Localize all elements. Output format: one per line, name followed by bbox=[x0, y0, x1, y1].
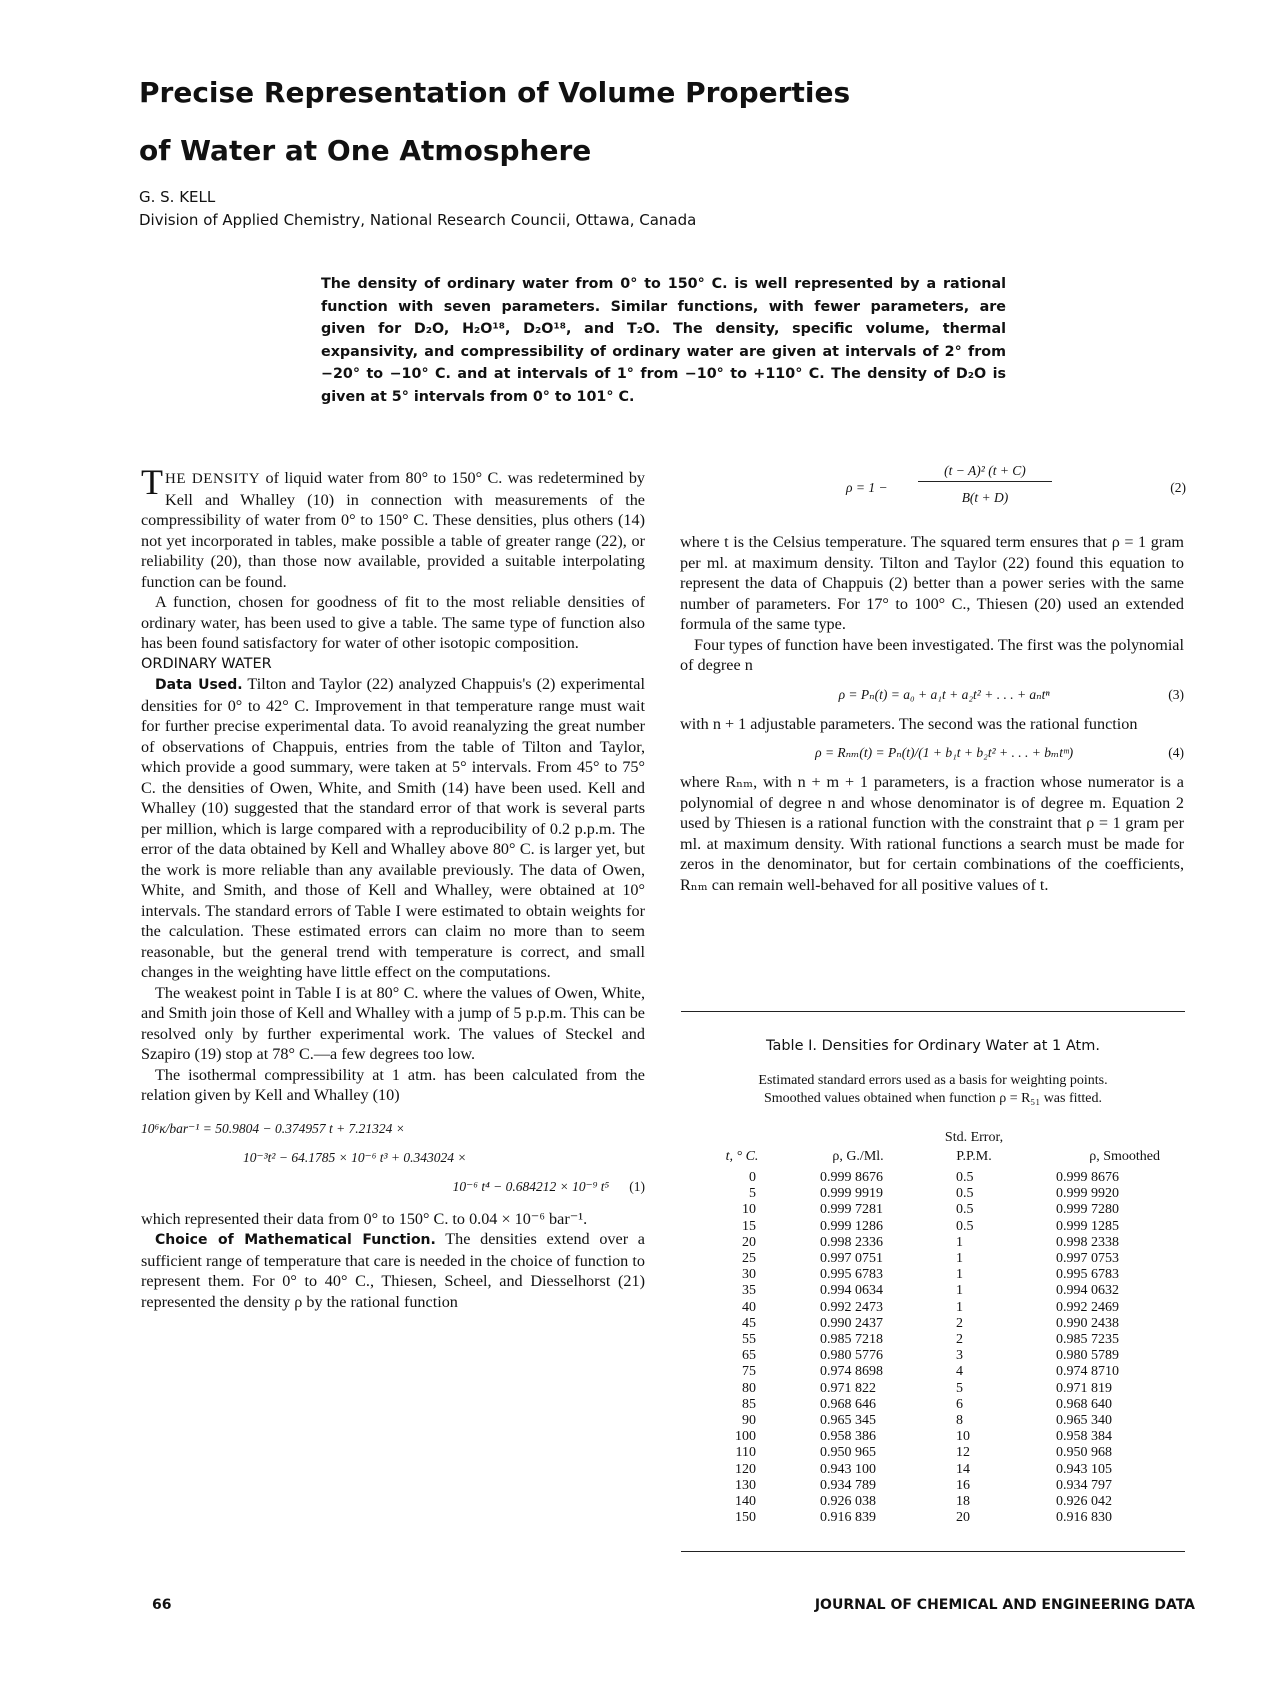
title-line-2: of Water at One Atmosphere bbox=[139, 134, 592, 167]
table-cell: 12 bbox=[956, 1445, 970, 1461]
table-cell: 80 bbox=[742, 1380, 756, 1396]
table-row bbox=[706, 1332, 1160, 1348]
lead-words: HE DENSITY bbox=[165, 471, 261, 487]
table-row bbox=[706, 1235, 1160, 1251]
table-cell: 5 bbox=[956, 1380, 963, 1396]
table-cell: 18 bbox=[956, 1494, 970, 1510]
table-cell: 110 bbox=[735, 1445, 756, 1461]
table-cell: 0.998 2336 bbox=[820, 1234, 883, 1250]
table-cell: 0.965 340 bbox=[1056, 1413, 1112, 1429]
intro-text: of liquid water from 80° to 150° C. was redetermined by Kell and Whalley (10) in connection with measurements of the compressibility of water from 0° to 150° C. These densities, plus others (14) not yet incorporated in tables, make possible a table of greater range (22), or reliability (20), than those now available, provided a suitable interpolating function can be found. bbox=[141, 469, 646, 591]
table-cell: 14 bbox=[956, 1461, 970, 1477]
table-cell: 0.997 0753 bbox=[1056, 1251, 1119, 1267]
table-cell: 0.971 819 bbox=[1056, 1380, 1112, 1396]
equation-3-body: ρ = Pₙ(t) = a₀ + a₁t + a₂t² + . . . + aₙtⁿ bbox=[838, 686, 1050, 702]
table-cell: 15 bbox=[742, 1218, 756, 1234]
table-cell: 6 bbox=[956, 1396, 963, 1412]
table-cell: 85 bbox=[742, 1396, 756, 1412]
table-cell: 120 bbox=[735, 1461, 756, 1477]
table-cell: 4 bbox=[956, 1364, 963, 1380]
table-cell: 0.992 2473 bbox=[820, 1299, 883, 1315]
table-row bbox=[706, 1429, 1160, 1445]
equation-3-number: (3) bbox=[1168, 686, 1184, 702]
equation-1-line-1: 10⁶κ/bar⁻¹ = 50.9804 − 0.374957 t + 7.21324 × bbox=[141, 1120, 405, 1136]
table-cell: 0.994 0634 bbox=[820, 1283, 883, 1299]
table-cell: 16 bbox=[956, 1477, 970, 1493]
table-cell: 0.992 2469 bbox=[1056, 1299, 1119, 1315]
table-cell: 20 bbox=[956, 1510, 970, 1526]
equation-4-body: ρ = Rₙₘ(t) = Pₙ(t)/(1 + b₁t + b₂t² + . . . + bₘtᵐ) bbox=[815, 745, 1074, 760]
table-row bbox=[706, 1219, 1160, 1235]
table-row bbox=[706, 1283, 1160, 1299]
table-cell: 0.985 7235 bbox=[1056, 1332, 1119, 1348]
table-cell: 0.994 0632 bbox=[1056, 1283, 1119, 1299]
equation-3 bbox=[680, 682, 1184, 708]
table-cell: 20 bbox=[742, 1234, 756, 1250]
paragraph: Four types of function have been investigated. The first was the polynomial of degree n bbox=[680, 635, 1184, 674]
article-title bbox=[139, 64, 1039, 180]
intro-paragraph bbox=[141, 462, 646, 592]
table-cell: 0.999 9920 bbox=[1056, 1186, 1119, 1202]
table-cell: 0.980 5776 bbox=[820, 1348, 883, 1364]
author: G. S. KELL bbox=[139, 188, 216, 206]
table-cell: 0.926 042 bbox=[1056, 1494, 1112, 1510]
table-cell: 2 bbox=[956, 1332, 963, 1348]
equation-4 bbox=[680, 740, 1184, 766]
table-body bbox=[706, 1170, 1160, 1526]
table-cell: 0.995 6783 bbox=[820, 1267, 883, 1283]
table-cell: 0.5 bbox=[956, 1186, 974, 1202]
table-cell: 25 bbox=[742, 1251, 756, 1267]
table-row bbox=[706, 1300, 1160, 1316]
paragraph: with n + 1 adjustable parameters. The second was the rational function bbox=[680, 714, 1138, 733]
table-row bbox=[706, 1510, 1160, 1526]
equation-1 bbox=[141, 1114, 645, 1201]
table-note-2: Smoothed values obtained when function ρ = R₅₁ was fitted. bbox=[763, 1091, 1103, 1106]
table-cell: 0.997 0751 bbox=[820, 1251, 883, 1267]
table-row bbox=[706, 1364, 1160, 1380]
table-cell: 1 bbox=[956, 1299, 963, 1315]
equation-2-lhs: ρ = 1 − bbox=[846, 480, 888, 495]
table-row bbox=[706, 1397, 1160, 1413]
equation-2-denominator: B(t + D) bbox=[961, 490, 1009, 505]
left-column bbox=[141, 462, 646, 1312]
table-cell: 140 bbox=[735, 1494, 756, 1510]
table-cell: 0.965 345 bbox=[820, 1413, 876, 1429]
paragraph: which represented their data from 0° to 150° C. to 0.04 × 10⁻⁶ bar⁻¹. bbox=[141, 1209, 588, 1228]
table-row bbox=[706, 1316, 1160, 1332]
table-cell: 55 bbox=[742, 1332, 756, 1348]
table-cell: 1 bbox=[956, 1267, 963, 1283]
density-table bbox=[706, 1128, 1160, 1526]
table-cell: 0.974 8710 bbox=[1056, 1364, 1119, 1380]
title-line-1: Precise Representation of Volume Properties bbox=[139, 76, 851, 109]
equation-1-line-3: 10⁻⁶ t⁴ − 0.684212 × 10⁻⁹ t⁵ bbox=[452, 1178, 610, 1194]
table-cell: 0.999 1286 bbox=[820, 1218, 883, 1234]
equation-4-number: (4) bbox=[1168, 745, 1184, 760]
paragraph: The isothermal compressibility at 1 atm. has been calculated from the relation given by Kell and Whalley (10) bbox=[141, 1065, 645, 1104]
run-in-heading: Data Used. bbox=[155, 677, 243, 693]
table-cell: 0.958 384 bbox=[1056, 1429, 1112, 1445]
table-cell: 2 bbox=[956, 1315, 963, 1331]
table-cell: 0.5 bbox=[956, 1218, 974, 1234]
table-cell: 0.980 5789 bbox=[1056, 1348, 1119, 1364]
abstract: The density of ordinary water from 0° to 150° C. is well represented by a rational function with seven parameters. Similar functions, with fewer parameters, are given for D₂O, H₂O¹⁸, D₂O¹⁸, and T₂O. The density, specific volume, thermal expansivity, and compressibility of ordinary water are given at intervals of 2° from −20° to −10° C. and at intervals of 1° from −10° to +110° C. The density of D₂O is given at 5° intervals from 0° to 101° C. bbox=[321, 276, 1006, 405]
table-cell: 0.968 640 bbox=[1056, 1396, 1112, 1412]
table-cell: 30 bbox=[742, 1267, 756, 1283]
table-cell: 0.950 965 bbox=[820, 1445, 876, 1461]
table-cell: 0.943 100 bbox=[820, 1461, 876, 1477]
table-cell: 0.990 2437 bbox=[820, 1315, 883, 1331]
section-heading: ORDINARY WATER bbox=[141, 655, 272, 672]
table-cell: 1 bbox=[956, 1251, 963, 1267]
affiliation: Division of Applied Chemistry, National Research Councii, Ottawa, Canada bbox=[139, 211, 697, 229]
table-cell: 0.999 7281 bbox=[820, 1202, 883, 1218]
right-column bbox=[680, 532, 1184, 895]
table-row bbox=[706, 1462, 1160, 1478]
equation-2-number: (2) bbox=[1170, 480, 1186, 495]
drop-cap: T bbox=[141, 462, 163, 502]
table-cell: 45 bbox=[742, 1315, 756, 1331]
table-cell: 0.998 2338 bbox=[1056, 1234, 1119, 1250]
table-row bbox=[706, 1478, 1160, 1494]
table-row bbox=[706, 1186, 1160, 1202]
column-header: ρ, G./Ml. bbox=[832, 1149, 884, 1164]
table-cell: 130 bbox=[735, 1477, 756, 1493]
table-cell: 0.999 9919 bbox=[820, 1186, 883, 1202]
table-cell: 40 bbox=[742, 1299, 756, 1315]
table-cell: 75 bbox=[742, 1364, 756, 1380]
table-row bbox=[706, 1494, 1160, 1510]
table-bottom-rule bbox=[681, 1551, 1185, 1552]
data-used-paragraph bbox=[141, 674, 645, 983]
table-cell: 0.934 797 bbox=[1056, 1477, 1112, 1493]
column-header: t, ° C. bbox=[725, 1149, 759, 1164]
table-cell: 1 bbox=[956, 1283, 963, 1299]
equation-1-line-2: 10⁻³t² − 64.1785 × 10⁻⁶ t³ + 0.343024 × bbox=[243, 1149, 467, 1165]
table-cell: 3 bbox=[956, 1348, 963, 1364]
table-cell: 0.943 105 bbox=[1056, 1461, 1112, 1477]
table-row bbox=[706, 1381, 1160, 1397]
table-title: Table I. Densities for Ordinary Water at 1 Atm. bbox=[766, 1038, 1100, 1054]
table-row bbox=[706, 1348, 1160, 1364]
table-cell: 0.985 7218 bbox=[820, 1332, 883, 1348]
run-in-heading: Choice of Mathematical Function. bbox=[155, 1232, 436, 1248]
table-row bbox=[706, 1267, 1160, 1283]
paragraph-text: The densities extend over a sufficient range of temperature that care is needed in the choice of function to represent them. For 0° to 40° C., Thiesen, Scheel, and Diesselhorst (21) represented the density ρ by the rational function bbox=[141, 1230, 645, 1311]
table-row bbox=[706, 1413, 1160, 1429]
paragraph-text: Tilton and Taylor (22) analyzed Chappuis's (2) experimental densities for 0° to 42° C. Improvement in that temperature range must wait for further precise experimental data. To avoid reanalyzing the great number of observations of Chappuis, entries from the table of Tilton and Taylor, which provide a good summary, were taken at 5° intervals. From 45° to 75° C. the densities of Owen, White, and Smith (14) have been used. Kell and Whalley (10) suggested that the standard error of that work is several parts per million, which is large compared with a reproducibility of 0.2 p.p.m. The error of the data obtained by Kell and Whalley above 80° C. is larger yet, but the work is more reliable than any available previously. The data of Owen, White, and Smith, and those of Kell and Whalley, were obtained at 10° intervals. The standard errors of Table I were estimated to obtain weights for the calculation. These estimated errors can claim no more than to seem reasonable, but the general trend with temperature is correct, and small changes in the weighting have little effect on the computations. bbox=[141, 675, 645, 981]
paragraph: A function, chosen for goodness of fit to the most reliable densities of ordinary water, has been used to give a table. The same type of function also has been found satisfactory for water of other isotopic composition. bbox=[141, 593, 645, 652]
table-cell: 0.990 2438 bbox=[1056, 1315, 1119, 1331]
table-cell: 0.999 8676 bbox=[820, 1170, 883, 1185]
table-cell: 0.916 830 bbox=[1056, 1510, 1112, 1526]
table-cell: 0.926 038 bbox=[820, 1494, 876, 1510]
table-cell: 0.971 822 bbox=[820, 1380, 876, 1396]
table-row bbox=[706, 1445, 1160, 1461]
table-cell: 65 bbox=[742, 1348, 756, 1364]
table-cell: 0.999 8676 bbox=[1056, 1170, 1119, 1185]
table-row bbox=[706, 1170, 1160, 1186]
table-header-row bbox=[706, 1128, 1160, 1170]
paragraph: The weakest point in Table I is at 80° C. where the values of Owen, White, and Smith join those of Kell and Whalley with a jump of 5 p.p.m. This can be resolved only by further experimental work. The values of Steckel and Szapiro (19) stop at 78° C.—a few degrees too low. bbox=[141, 983, 645, 1063]
table-cell: 0.950 968 bbox=[1056, 1445, 1112, 1461]
table-cell: 0.958 386 bbox=[820, 1429, 876, 1445]
table-note-1: Estimated standard errors used as a basis for weighting points. bbox=[758, 1073, 1108, 1088]
table-cell: 0.5 bbox=[956, 1170, 974, 1185]
table-top-rule bbox=[681, 1011, 1185, 1012]
journal-name: JOURNAL OF CHEMICAL AND ENGINEERING DATA bbox=[814, 1597, 1195, 1613]
table-cell: 0.995 6783 bbox=[1056, 1267, 1119, 1283]
table-cell: 0 bbox=[749, 1170, 756, 1185]
table-row bbox=[706, 1202, 1160, 1218]
equation-2-numerator: (t − A)² (t + C) bbox=[918, 463, 1052, 482]
table-cell: 0.5 bbox=[956, 1202, 974, 1218]
table-cell: 1 bbox=[956, 1234, 963, 1250]
column-header: ρ, Smoothed bbox=[1089, 1149, 1160, 1164]
table-cell: 8 bbox=[956, 1413, 963, 1429]
table-cell: 0.934 789 bbox=[820, 1477, 876, 1493]
paragraph: where t is the Celsius temperature. The squared term ensures that ρ = 1 gram per ml. at maximum density. Tilton and Taylor (22) found this equation to represent the data of Chappuis (2) better than a power series with the same number of parameters. For 17° to 100° C., Thiesen (20) used an extended formula of the same type. bbox=[680, 533, 1184, 633]
equation-1-number: (1) bbox=[629, 1178, 645, 1194]
table-cell: 5 bbox=[749, 1186, 756, 1202]
table-cell: 0.916 839 bbox=[820, 1510, 876, 1526]
table-cell: 0.968 646 bbox=[820, 1396, 876, 1412]
table-cell: 0.974 8698 bbox=[820, 1364, 883, 1380]
column-header: Std. Error, P.P.M. bbox=[944, 1130, 1004, 1164]
table-cell: 35 bbox=[742, 1283, 756, 1299]
page-number: 66 bbox=[152, 1597, 172, 1613]
table-cell: 150 bbox=[735, 1510, 756, 1526]
table-cell: 10 bbox=[742, 1202, 756, 1218]
table-cell: 90 bbox=[742, 1413, 756, 1429]
equation-2 bbox=[846, 463, 1186, 515]
table-cell: 100 bbox=[735, 1429, 756, 1445]
table-row bbox=[706, 1251, 1160, 1267]
table-cell: 0.999 7280 bbox=[1056, 1202, 1119, 1218]
paragraph: where Rₙₘ, with n + m + 1 parameters, is a fraction whose numerator is a polynomial of degree n and whose denominator is of degree m. Equation 2 used by Thiesen is a rational function with the constraint that ρ = 1 gram per ml. at maximum density. With rational functions a search must be made for zeros in the denominator, but for certain combinations of the coefficients, Rₙₘ can remain well-behaved for all positive values of t. bbox=[680, 773, 1184, 894]
table-cell: 0.999 1285 bbox=[1056, 1218, 1119, 1234]
table-cell: 10 bbox=[956, 1429, 970, 1445]
choice-paragraph bbox=[141, 1229, 645, 1312]
